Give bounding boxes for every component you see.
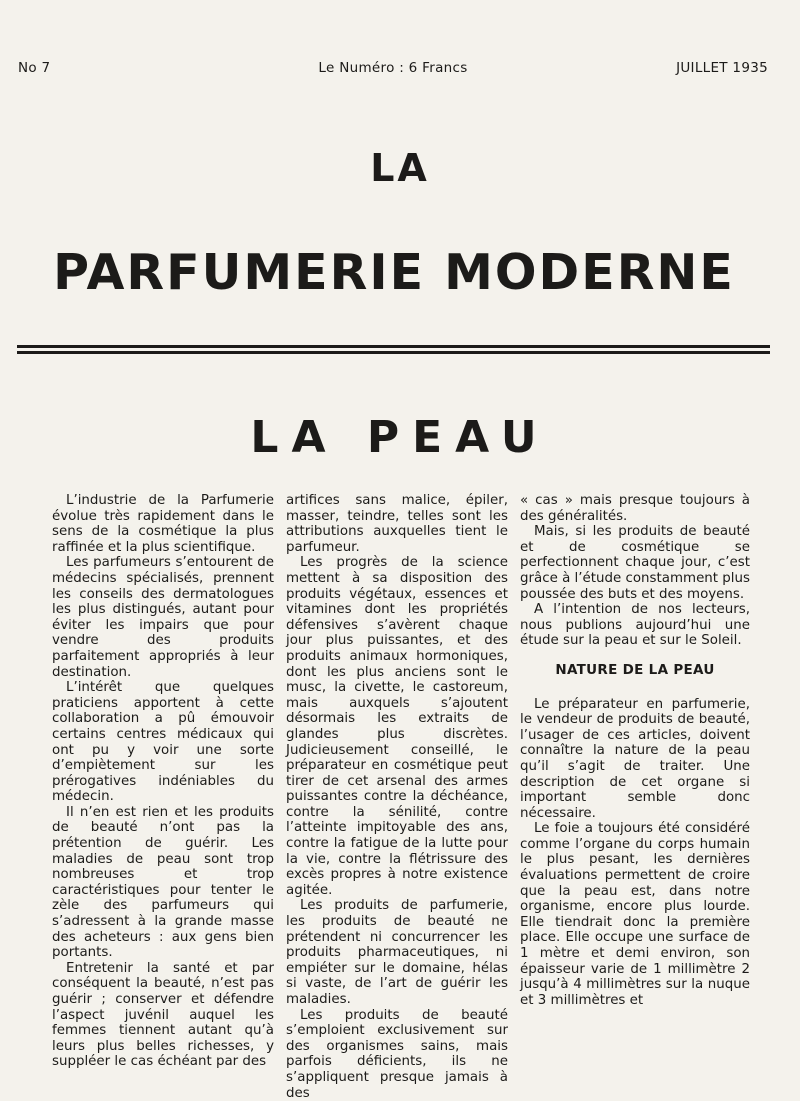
paragraph: Entretenir la santé et par conséquent la beauté, n’est pas guérir ; conserver et défendre l’aspect juvénil auquel les femmes tiennent autant qu’à leurs plus belles richesses, y suppléer le cas échéant par des (52, 960, 274, 1070)
paragraph: Les progrès de la science mettent à sa disposition des produits végétaux, essences et vitamines dont les propriétés défensives s’avèrent chaque jour plus puissantes, et des produits animaux hormoniques, dont les plus anciens sont le musc, la civette, le castoreum, mais auxquels s’ajoutent désormais les extraits de glandes plus discrètes. Judicieusement conseillé, le préparateur en cosmétique peut tirer de cet arsenal des armes puissantes contre la déchéance, contre la sénilité, contre l’atteinte impitoyable des ans, contre la fatigue de la lutte pour la vie, contre la flétrissure des excès propres à notre existence agitée. (286, 555, 508, 898)
masthead-article: LA (370, 146, 430, 190)
paragraph: Mais, si les produits de beauté et de cosmétique se perfectionnent chaque jour, c’est grâce à l’étude constamment plus poussée des buts et des moyens. (520, 524, 750, 602)
issue-date: JUILLET 1935 (676, 60, 768, 76)
text-column-2 (286, 493, 508, 1101)
paragraph: Les produits de beauté s’emploient exclusivement sur des organismes sains, mais parfois déficients, ils ne s’appliquent presque jamais à des (286, 1007, 508, 1101)
text-column-1 (52, 493, 274, 1070)
article-title: LA PEAU (250, 412, 550, 463)
paragraph: Les parfumeurs s’entourent de médecins spécialisés, prennent les conseils des dermatologues les plus distingués, autant pour éviter les impairs que pour vendre des produits parfaitement appropriés à leur destination. (52, 555, 274, 680)
paragraph: A l’intention de nos lecteurs, nous publions aujourd’hui une étude sur la peau et sur le Soleil. (520, 602, 750, 649)
paragraph: « cas » mais presque toujours à des généralités. (520, 493, 750, 524)
paragraph: artifices sans malice, épiler, masser, teindre, telles sont les attributions auxquelles tient le parfumeur. (286, 493, 508, 555)
issue-number: No 7 (18, 60, 51, 76)
paragraph: Le préparateur en parfumerie, le vendeur de produits de beauté, l’usager de ces articles, doivent connaître la nature de la peau qu’il s’agit de traiter. Une description de cet organe si important semble donc nécessaire. (520, 696, 750, 821)
text-column-3 (520, 493, 750, 1008)
masthead-rule-top (17, 345, 770, 348)
masthead-title: PARFUMERIE MODERNE (53, 244, 735, 301)
paragraph: L’industrie de la Parfumerie évolue très rapidement dans le sens de la cosmétique la plus raffinée et la plus scientifique. (52, 493, 274, 555)
masthead-rule-bottom (17, 351, 770, 354)
issue-price: Le Numéro : 6 Francs (318, 60, 468, 76)
paragraph: Les produits de parfumerie, les produits de beauté ne prétendent ni concurrencer les produits pharmaceutiques, ni empiéter sur le domaine, hélas si vaste, de l’art de guérir les maladies. (286, 898, 508, 1007)
paragraph: Il n’en est rien et les produits de beauté n’ont pas la prétention de guérir. Les maladies de peau sont trop nombreuses et trop caractéristiques pour tenter le zèle des parfumeurs qui s’adressent à la grande masse des acheteurs : aux gens bien portants. (52, 804, 274, 961)
section-heading: NATURE DE LA PEAU (555, 661, 715, 678)
paragraph: Le foie a toujours été considéré comme l’organe du corps humain le plus pesant, les dernières évaluations permettent de croire que la peau est, dans notre organisme, encore plus lourde. Elle tiendrait donc la première place. Elle occupe une surface de 1 mètre et demi environ, son épaisseur varie de 1 millimètre 2 jusqu’à 4 millimètres sur la nuque et 3 millimètres et (520, 821, 750, 1008)
paragraph: L’intérêt que quelques praticiens apportent à cette collaboration a pû émouvoir certains centres médicaux qui ont pu y voir une sorte d’empiètement sur les prérogatives indéniables du médecin. (52, 680, 274, 805)
